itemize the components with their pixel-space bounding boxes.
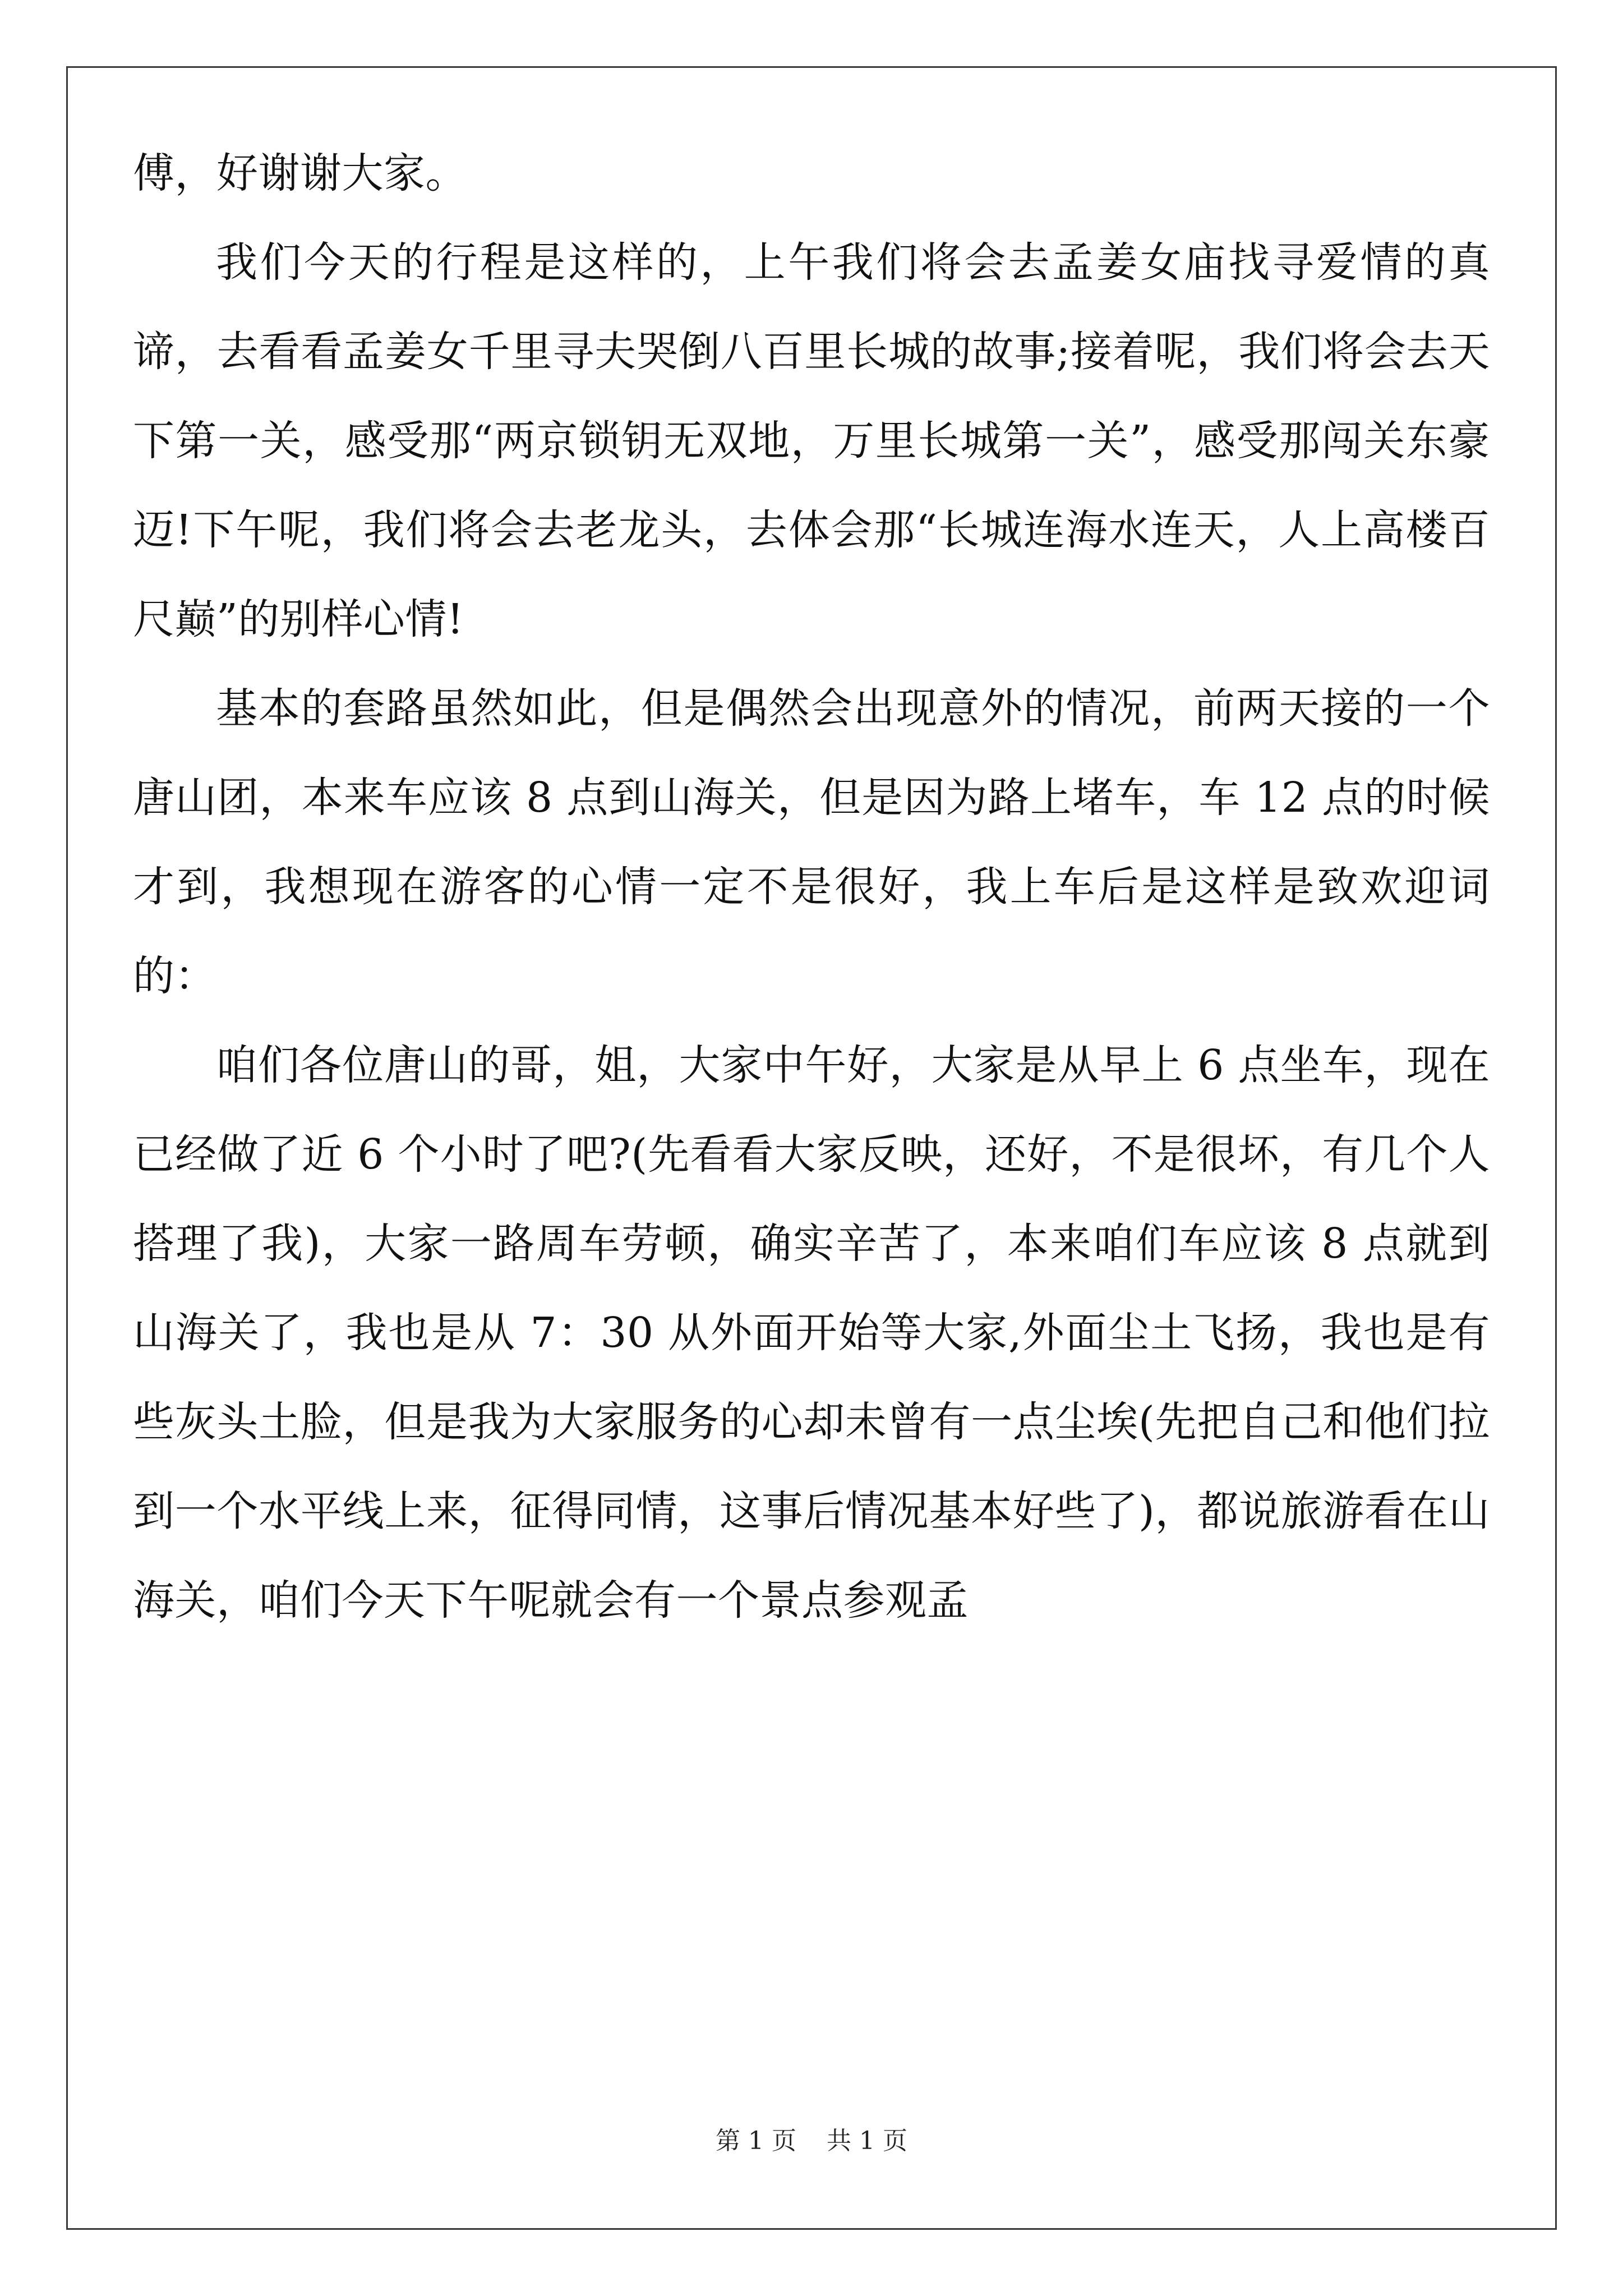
total-pages: 共 1 页 (827, 2127, 907, 2155)
paragraph-3: 基本的套路虽然如此，但是偶然会出现意外的情况，前两天接的一个唐山团，本来车应该 8 点到山海关，但是因为路上堵车，车 12 点的时候才到，我想现在游客的心情一定不是很好，我上车后是这样是致欢迎词的： (133, 684, 1490, 1000)
paragraph-1: 傅，好谢谢大家。 (133, 149, 467, 197)
page-footer (0, 2120, 1623, 2156)
page-number: 第 1 页 (716, 2127, 796, 2155)
paragraph-4: 咱们各位唐山的哥，姐，大家中午好，大家是从早上 6 点坐车，现在已经做了近 6 个小时了吧?(先看看大家反映，还好，不是很坏，有几个人搭理了我)，大家一路周车劳顿，确实辛苦了，本来咱们车应该 8 点就到山海关了，我也是从 7：30 从外面开始等大家,外面尘土飞扬，我也是有些灰头土脸，但是我为大家服务的心却未曾有一点尘埃(先把自己和他们拉到一个水平线上来，征得同情，这事后情况基本好些了)，都说旅游看在山海关，咱们今天下午呢就会有一个景点参观孟 (133, 1041, 1490, 1625)
document-body (133, 129, 1490, 1645)
paragraph-2: 我们今天的行程是这样的，上午我们将会去孟姜女庙找寻爱情的真谛，去看看孟姜女千里寻夫哭倒八百里长城的故事;接着呢，我们将会去天下第一关，感受那“两京锁钥无双地，万里长城第一关”，感受那闯关东豪迈!下午呢，我们将会去老龙头，去体会那“长城连海水连天，人上高楼百尺巅”的别样心情! (133, 238, 1490, 643)
